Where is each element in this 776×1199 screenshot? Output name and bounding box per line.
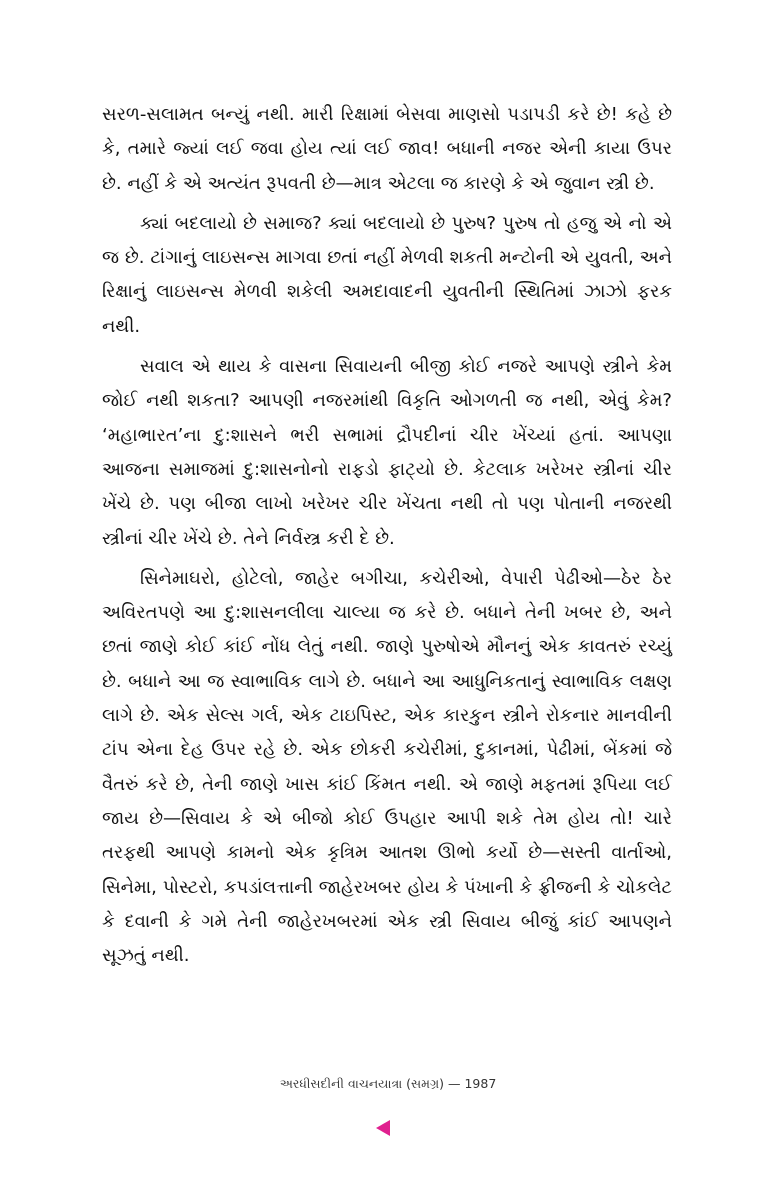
footer-separator: —	[447, 1076, 461, 1091]
paragraph-4: સિનેમાઘરો, હોટેલો, જાહેર બગીચા, કચેરીઓ, વેપારી પેઢીઓ—ઠેર ઠેર અવિરતપણે આ દુ:શાસનલીલા ચાલ્યા જ કરે છે. બધાને તેની ખબર છે, અને છતાં જાણે કોઈ કાંઈ નોંધ લેતું નથી. જાણે પુરુષોએ મૌનનું એક કાવતરું રચ્યું છે. બધાને આ જ સ્વાભાવિક લાગે છે. બધાને આ આધુનિકતાનું સ્વાભાવિક લક્ષણ લાગે છે. એક સેલ્સ ગર્લ, એક ટાઇપિસ્ટ, એક કારકુન સ્ત્રીને રોકનાર માનવીની ટાંપ એના દેહ ઉપર રહે છે. એક છોકરી કચેરીમાં, દુકાનમાં, પેઢીમાં, બેંકમાં જે વૈતરું કરે છે, તેની જાણે ખાસ કાંઈ કિંમત નથી. એ જાણે મફતમાં રૂપિયા લઈ જાય છે—સિવાય કે એ બીજો કોઈ ઉપહાર આપી શકે તેમ હોય તો! ચારે તરફથી આપણે કામનો એક કૃત્રિમ આતશ ઊભો કર્યો છે—સસ્તી વાર્તાઓ, સિનેમા, પોસ્ટરો, કપડાંલત્તાની જાહેરખબર હોય કે પંખાની કે ફ્રીજની કે ચોકલેટ કે દવાની કે ગમે તેની જાહેરખબરમાં એક સ્ત્રી સિવાય બીજું કાંઈ આપણને સૂઝતું નથી.	[102, 567, 672, 967]
page-body	[102, 98, 672, 979]
footer-book-title: અરધીસદીની વાચનયાત્રા (સમગ્ર)	[279, 1076, 444, 1091]
paragraph-3: સવાલ એ થાય કે વાસના સિવાયની બીજી કોઈ નજરે આપણે સ્ત્રીને કેમ જોઈ નથી શકતા? આપણી નજરમાંથી વિકૃતિ ઓગળતી જ નથી, એવું કેમ? ‘મહાભારત’ના દુ:શાસને ભરી સભામાં દ્રૌપદીનાં ચીર ખેંચ્યાં હતાં. આપણા આજના સમાજમાં દુ:શાસનોનો રાફડો ફાટ્યો છે. કેટલાક ખરેખર સ્ત્રીનાં ચીર ખેંચે છે. પણ બીજા લાખો ખરેખર ચીર ખેંચતા નથી તો પણ પોતાની નજરથી સ્ત્રીનાં ચીર ખેંચે છે. તેને નિર્વસ્ત્ર કરી દે છે.	[102, 356, 672, 549]
paragraph-2: ક્યાં બદલાયો છે સમાજ? ક્યાં બદલાયો છે પુરુષ? પુરુષ તો હજુ એ નો એ જ છે. ટાંગાનું લાઇસન્સ માગવા છતાં નહીં મેળવી શકતી મન્ટોની એ યુવતી, અને રિક્ષાનું લાઇસન્સ મેળવી શકેલી અમદાવાદની યુવતીની સ્થિતિમાં ઝાઝો ફરક નથી.	[102, 212, 672, 337]
page-footer	[0, 1076, 776, 1092]
footer-page-number: 1987	[464, 1076, 497, 1091]
previous-page-arrow-icon[interactable]	[376, 1120, 390, 1136]
paragraph-1: સરળ-સલામત બન્યું નથી. મારી રિક્ષામાં બેસવા માણસો પડાપડી કરે છે! કહે છે કે, તમારે જ્યાં લઈ જવા હોય ત્યાં લઈ જાવ! બધાની નજર એની કાયા ઉપર છે. નહીં કે એ અત્યંત રૂપવતી છે—માત્ર એટલા જ કારણે કે એ જુવાન સ્ત્રી છે.	[102, 104, 672, 194]
